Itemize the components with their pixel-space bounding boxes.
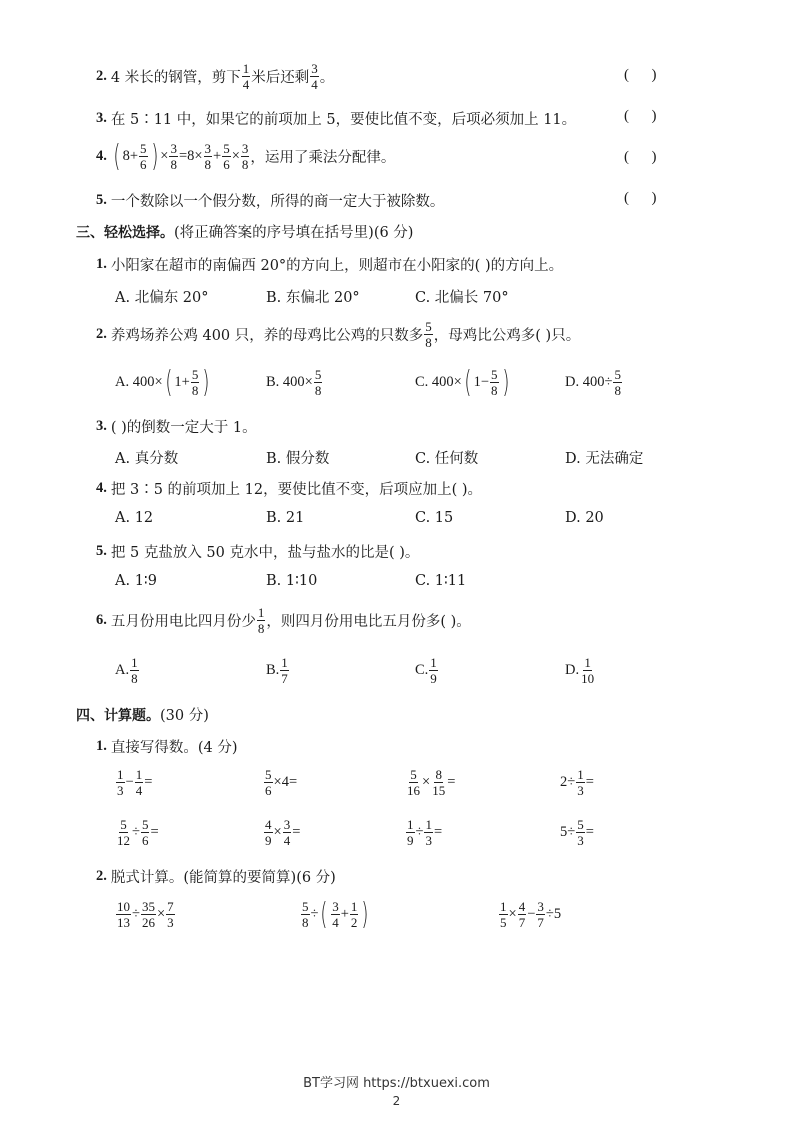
q-text: ，运用了乘法分配律。 <box>250 150 396 166</box>
option-c[interactable]: C. 400× ( 1− $\frac{5}{8}$ ) <box>415 364 509 400</box>
choice-q1 <box>96 254 563 275</box>
option-d[interactable]: D. 无法确定 <box>565 451 644 467</box>
footer-site[interactable]: BT学习网 https://btxuexi.com <box>303 1076 490 1091</box>
q-text: 米后还剩 <box>251 70 310 86</box>
answer-paren[interactable]: ( ) <box>624 190 657 206</box>
q-number: 2. <box>96 68 107 84</box>
answer-paren[interactable]: ( ) <box>624 149 657 165</box>
q-number: 1. <box>96 738 107 754</box>
fraction: $\frac{5}{8}$ <box>314 367 322 398</box>
option-a[interactable]: A. $\frac{1}{8}$ <box>115 655 138 686</box>
option-c[interactable]: C. 1∶11 <box>415 573 467 589</box>
q-text: 把 5 克盐放入 50 克水中，盐与盐水的比是( )。 <box>110 545 420 561</box>
fraction: $\frac{3}{8}$ <box>170 141 177 172</box>
fraction: $\frac{5}{8}$ <box>425 319 432 350</box>
section3-heading <box>76 221 413 242</box>
section4-heading <box>76 704 209 725</box>
judge-q5 <box>96 190 444 211</box>
choice-q2 <box>96 320 580 349</box>
q-text: 。 <box>319 70 335 86</box>
q-number: 2. <box>96 868 107 884</box>
option-b[interactable]: B. 东偏北 20° <box>266 290 360 306</box>
q-number: 3. <box>96 110 107 126</box>
mental-calc-item: $\frac{4}{9}$ × $\frac{3}{4}$ = <box>265 817 301 848</box>
option-c[interactable]: C. $\frac{1}{9}$ <box>415 655 437 686</box>
answer-paren[interactable]: ( ) <box>624 67 657 83</box>
judge-q3 <box>96 108 576 129</box>
calc-q1 <box>96 736 238 757</box>
fraction: $\frac{1}{10}$ <box>581 655 595 686</box>
option-c[interactable]: C. 北偏长 70° <box>415 290 509 306</box>
option-b[interactable]: B. 21 <box>266 510 305 526</box>
section-note: (将正确答案的序号填在括号里)(6 分) <box>174 225 414 241</box>
q-text: 直接写得数。(4 分) <box>110 740 238 756</box>
q-text: ( )的倒数一定大于 1。 <box>110 420 257 436</box>
q-text: 养鸡场养公鸡 400 只，养的母鸡比公鸡的只数多 <box>110 328 424 344</box>
option-d[interactable]: D. $\frac{1}{10}$ <box>565 655 595 686</box>
step-calc-item: $\frac{10}{13}$ ÷ $\frac{35}{26}$ × $\frac{7}{3}$ <box>117 899 174 930</box>
q-text: ，则四月份用电比五月份多( )。 <box>266 614 471 630</box>
q-text: 把 3∶5 的前项加上 12，要使比值不变，后项应加上( )。 <box>110 482 483 498</box>
fraction: $\frac{1}{4}$ <box>242 61 250 92</box>
option-a[interactable]: A. 1∶9 <box>115 573 157 589</box>
option-d[interactable]: D. 400÷ $\frac{5}{8}$ <box>565 367 621 398</box>
fraction: $\frac{1}{8}$ <box>257 605 265 636</box>
fraction: $\frac{5}{6}$ <box>223 141 230 172</box>
option-c[interactable]: C. 15 <box>415 510 454 526</box>
option-b[interactable]: B. $\frac{1}{7}$ <box>266 655 288 686</box>
fraction: $\frac{3}{8}$ <box>241 141 249 172</box>
choice-q6 <box>96 606 471 635</box>
mental-calc-item: 5÷ $\frac{5}{3}$ = <box>560 817 594 848</box>
q-number: 5. <box>96 543 107 559</box>
q-number: 4. <box>96 148 107 164</box>
q-text: 五月份用电比四月份少 <box>110 614 256 630</box>
judge-q4: 4. ( 8+ $\frac{5}{6}$ ) × $\frac{3}{8}$ =8× $\frac{3}{8}$ + $\frac{5}{6}$ × $\frac{3}{8}$ ，运用了乘法分配律。 <box>96 138 396 174</box>
q-text: 在 5∶11 中，如果它的前项加上 5，要使比值不变，后项必须加上 11。 <box>110 112 577 128</box>
mental-calc-item: 2 ÷ $\frac{1}{3}$ = <box>560 767 594 798</box>
q-number: 3. <box>96 418 107 434</box>
calc-q2 <box>96 866 336 887</box>
q-number: 4. <box>96 480 107 496</box>
option-a[interactable]: A. 12 <box>115 510 154 526</box>
mental-calc-item: $\frac{5}{16}$ × $\frac{8}{15}$ = <box>407 767 456 798</box>
option-c[interactable]: C. 任何数 <box>415 451 479 467</box>
mental-calc-item: $\frac{5}{12}$ ÷ $\frac{5}{6}$ = <box>117 817 159 848</box>
step-calc-item: $\frac{5}{8}$ ÷ ( $\frac{3}{4}$ + $\frac{1}{2}$ ) <box>302 896 369 932</box>
fraction: $\frac{5}{6}$ <box>140 141 147 172</box>
section-title: 三、轻松选择。 <box>76 224 174 241</box>
q-number: 5. <box>96 192 107 208</box>
section-title: 四、计算题。 <box>76 707 160 724</box>
q-text: 4 米长的钢管，剪下 <box>110 70 241 86</box>
fraction: $\frac{3}{8}$ <box>204 141 212 172</box>
fraction: $\frac{5}{8}$ <box>614 367 621 398</box>
q-number: 6. <box>96 612 107 628</box>
page-number: 2 <box>392 1094 401 1108</box>
answer-paren[interactable]: ( ) <box>624 108 657 124</box>
option-a[interactable]: A. 北偏东 20° <box>115 290 209 306</box>
q-text: 小阳家在超市的南偏西 20°的方向上，则超市在小阳家的( )的方向上。 <box>110 258 564 274</box>
option-b[interactable]: B. 1∶10 <box>266 573 318 589</box>
fraction: $\frac{1}{8}$ <box>131 655 138 686</box>
choice-q5 <box>96 541 419 562</box>
step-calc-item: $\frac{1}{5}$ × $\frac{4}{7}$ − $\frac{3}{7}$ ÷ 5 <box>500 899 562 930</box>
q-text: 一个数除以一个假分数，所得的商一定大于被除数。 <box>110 194 445 210</box>
choice-q3 <box>96 416 257 437</box>
q-text: ，母鸡比公鸡多( )只。 <box>433 328 581 344</box>
option-d[interactable]: D. 20 <box>565 510 604 526</box>
section-note: (30 分) <box>160 708 209 724</box>
option-b[interactable]: B. 假分数 <box>266 451 330 467</box>
q-number: 1. <box>96 256 107 272</box>
fraction: $\frac{1}{7}$ <box>281 655 288 686</box>
mental-calc-item: $\frac{1}{9}$ ÷ $\frac{1}{3}$ = <box>407 817 443 848</box>
fraction: $\frac{5}{8}$ <box>491 367 498 398</box>
choice-q4 <box>96 478 482 499</box>
fraction: $\frac{1}{9}$ <box>430 655 437 686</box>
option-a[interactable]: A. 真分数 <box>115 451 179 467</box>
option-a[interactable]: A. 400× ( 1+ $\frac{5}{8}$ ) <box>115 364 210 400</box>
q-number: 2. <box>96 326 107 342</box>
fraction: $\frac{3}{4}$ <box>311 61 318 92</box>
mental-calc-item: $\frac{1}{3}$ − $\frac{1}{4}$ = <box>117 767 153 798</box>
option-b[interactable]: B. 400× $\frac{5}{8}$ <box>266 367 322 398</box>
fraction: $\frac{5}{8}$ <box>191 367 199 398</box>
judge-q2 <box>96 62 334 91</box>
q-text: 脱式计算。(能简算的要简算)(6 分) <box>110 870 336 886</box>
mental-calc-item: $\frac{5}{6}$ × 4 = <box>265 767 298 798</box>
